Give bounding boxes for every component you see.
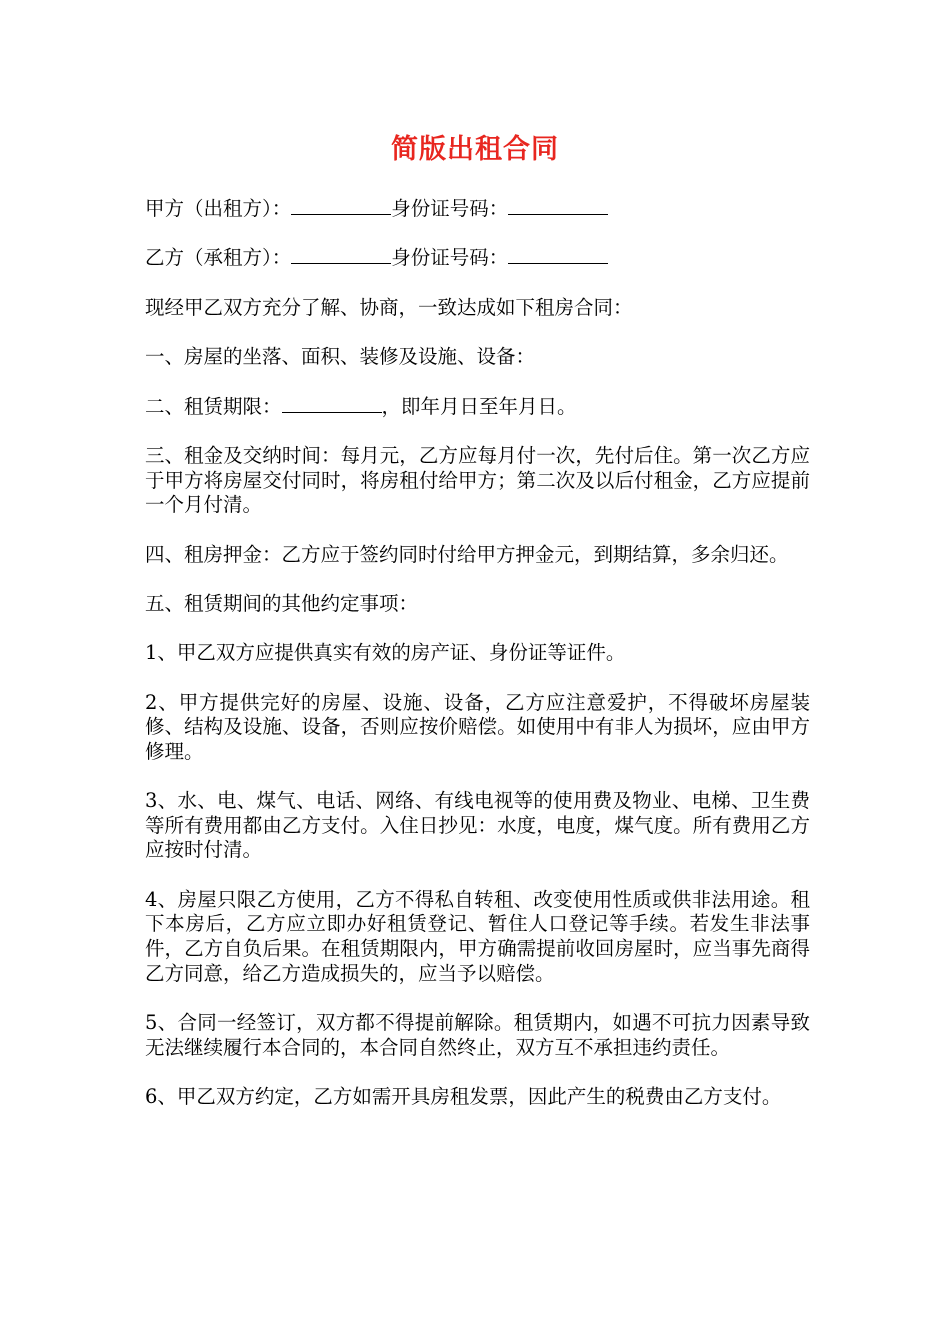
clause-4: 四、租房押金：乙方应于签约同时付给甲方押金元，到期结算，多余归还。	[145, 542, 789, 566]
clause-5: 五、租赁期间的其他约定事项：	[145, 591, 419, 615]
list-item: 3、水、电、煤气、电话、网络、有线电视等的使用费及物业、电梯、卫生费等所有费用都由乙方支付。入住日抄见：水度，电度，煤气度。所有费用乙方应按时付清。	[145, 789, 810, 862]
party-a-id-blank	[508, 198, 608, 215]
list-item: 5、合同一经签订，双方都不得提前解除。租赁期内，如遇不可抗力因素导致无法继续履行本合同的，本合同自然终止，双方互不承担违约责任。	[145, 1011, 810, 1059]
list-item: 2、甲方提供完好的房屋、设施、设备，乙方应注意爱护，不得破坏房屋装修、结构及设施、设备，否则应按价赔偿。如使用中有非人为损坏，应由甲方修理。	[145, 690, 810, 763]
clause-3: 三、租金及交纳时间：每月元，乙方应每月付一次，先付后住。第一次乙方应于甲方将房屋交付同时，将房租付给甲方；第二次及以后付租金，乙方应提前一个月付清。	[145, 443, 810, 517]
clause-1: 一、房屋的坐落、面积、装修及设施、设备：	[145, 345, 536, 369]
party-a-name-blank	[291, 198, 391, 215]
party-b-line	[145, 246, 810, 271]
party-a-line	[145, 197, 810, 222]
list-item: 4、房屋只限乙方使用，乙方不得私自转租、改变使用性质或供非法用途。租下本房后，乙方应立即办好租赁登记、暂住人口登记等手续。若发生非法事件，乙方自负后果。在租赁期限内，甲方确需提前收回房屋时，应当事先商得乙方同意，给乙方造成损失的，应当予以赔偿。	[145, 887, 810, 985]
list-item: 1、甲乙双方应提供真实有效的房产证、身份证等证件。	[145, 641, 626, 665]
party-b-id-label: 身份证号码：	[391, 246, 509, 270]
clause-2-label: 二、租赁期限：	[145, 394, 282, 418]
clause-2-rest: ，即年月日至年月日。	[381, 394, 577, 418]
document-title: 简版出租合同	[391, 134, 559, 165]
party-a-id-label: 身份证号码：	[391, 197, 509, 220]
party-b-id-blank	[508, 247, 608, 264]
party-b-label: 乙方（承租方）：	[145, 246, 292, 270]
list-item: 6、甲乙双方约定，乙方如需开具房租发票，因此产生的税费由乙方支付。	[145, 1085, 782, 1109]
lease-term-blank	[282, 396, 382, 413]
party-b-name-blank	[291, 247, 391, 264]
intro-paragraph: 现经甲乙双方充分了解、协商，一致达成如下租房合同：	[145, 295, 633, 319]
clause-2	[145, 395, 810, 420]
document-body	[145, 197, 810, 1134]
party-a-label: 甲方（出租方）：	[145, 197, 292, 220]
